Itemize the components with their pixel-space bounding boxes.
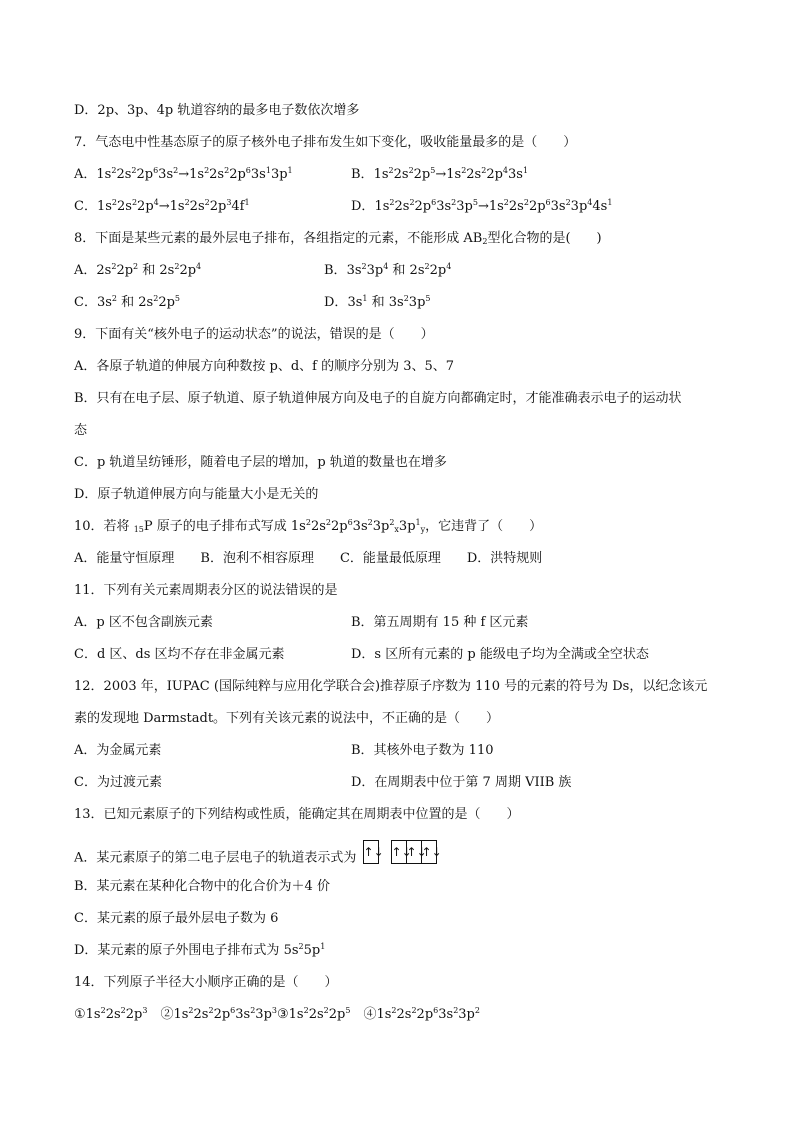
q8-stem: 8．下面是某些元素的最外层电子排布，各组指定的元素，不能形成 $AB_2$型化合物的是( )	[74, 231, 602, 246]
orbital-box: ↑↓	[363, 840, 378, 864]
q13-option-b: B．某元素在某种化合物中的化合价为＋4 价	[74, 879, 330, 894]
q7-option-a: A．$1s^22s^22p^63s^2\to 1s^22s^22p^63s^13p^1$	[74, 166, 293, 182]
orbital-2s-box	[363, 840, 384, 864]
q12-option-d: D．在周期表中位于第 7 周期 VIIB 族	[351, 775, 572, 790]
q8-option-d: D．$3s^1$ 和 $3s^23p^5$	[324, 294, 431, 310]
q11-option-a: A．p 区不包含副族元素	[74, 615, 213, 630]
q14-stem: 14．下列原子半径大小顺序正确的是（ ）	[74, 975, 338, 990]
q12-option-b: B．其核外电子数为 110	[351, 743, 494, 758]
q7-option-b: B．$1s^22s^22p^5\to 1s^22s^22p^43s^1$	[351, 166, 529, 182]
q13-option-c: C．某元素的原子最外层电子数为 6	[74, 911, 279, 926]
q10-stem: 10．若将 $_{15}$P 原子的电子排布式写成 $1s^22s^22p^63s^23p^2_x3p^1_y$，它违背了（ ）	[74, 518, 543, 534]
q6-option-d: D．2p、3p、4p 轨道容纳的最多电子数依次增多	[74, 103, 360, 118]
q9-option-b-line2: 态	[74, 423, 88, 438]
q12-option-a: A．为金属元素	[74, 743, 162, 758]
q7-option-c: C．$1s^22s^22p^4\to 1s^22s^22p^34f^1$	[74, 198, 250, 214]
orbital-2p-boxes	[391, 840, 442, 864]
q11-stem: 11．下列有关元素周期表分区的说法错误的是	[74, 583, 338, 598]
q14-items: $①1s^22s^22p^3$ $②1s^22s^22p^63s^23p^3③1s^22s^22p^5$ $④1s^22s^22p^63s^23p^2$	[74, 1006, 480, 1022]
q12-option-c: C．为过渡元素	[74, 775, 162, 790]
orbital-box: ↑↓	[406, 840, 421, 864]
q8-option-a: A．$2s^22p^2$ 和 $2s^22p^4$	[74, 262, 202, 278]
q9-option-a: A．各原子轨道的伸展方向种数按 p、d、f 的顺序分别为 3、5、7	[74, 359, 455, 374]
q11-option-c: C．d 区、ds 区均不存在非金属元素	[74, 647, 285, 662]
q9-option-b-line1: B．只有在电子层、原子轨道、原子轨道伸展方向及电子的自旋方向都确定时，才能准确表示电子的运动状	[74, 391, 682, 406]
q13-option-d: D．某元素的原子外围电子排布式为 $5s^25p^1$	[74, 942, 326, 958]
q8-option-c: C．$3s^2$ 和 $2s^22p^5$	[74, 294, 180, 310]
orbital-box: ↑↓	[421, 840, 436, 864]
q13-stem: 13．已知元素原子的下列结构或性质，能确定其在周期表中位置的是（ ）	[74, 807, 520, 822]
q10-options: A．能量守恒原理 B．泡利不相容原理 C．能量最低原理 D．洪特规则	[74, 551, 543, 566]
q9-stem: 9．下面有关“核外电子的运动状态”的说法，错误的是（ ）	[74, 327, 434, 342]
q9-option-c: C．p 轨道呈纺锤形，随着电子层的增加，p 轨道的数量也在增多	[74, 455, 447, 470]
q9-option-d: D．原子轨道伸展方向与能量大小是无关的	[74, 487, 319, 502]
orbital-diagram	[363, 840, 442, 864]
q12-stem-line2: 素的发现地 Darmstadt。下列有关该元素的说法中，不正确的是（ ）	[74, 711, 500, 726]
q7-stem: 7．气态电中性基态原子的原子核外电子排布发生如下变化，吸收能量最多的是（ ）	[74, 135, 577, 150]
orbital-box: ↑↓	[391, 840, 406, 864]
q7-option-d: D．$1s^22s^22p^63s^23p^5\to 1s^22s^22p^63s^23p^44s^1$	[351, 198, 613, 214]
q12-stem-line1: 12．2003 年，IUPAC (国际纯粹与应用化学联合会)推荐原子序数为 110 号的元素的符号为 Ds，以纪念该元	[74, 679, 708, 694]
q11-option-d: D．s 区所有元素的 p 能级电子均为全满或全空状态	[351, 647, 649, 662]
q11-option-b: B．第五周期有 15 种 f 区元素	[351, 615, 529, 630]
q13-option-a: A．某元素原子的第二电子层电子的轨道表示式为 ↑↓ ↑↓↑↓↑↓	[74, 846, 437, 870]
q8-option-b: B．$3s^23p^4$ 和 $2s^22p^4$	[324, 262, 452, 278]
